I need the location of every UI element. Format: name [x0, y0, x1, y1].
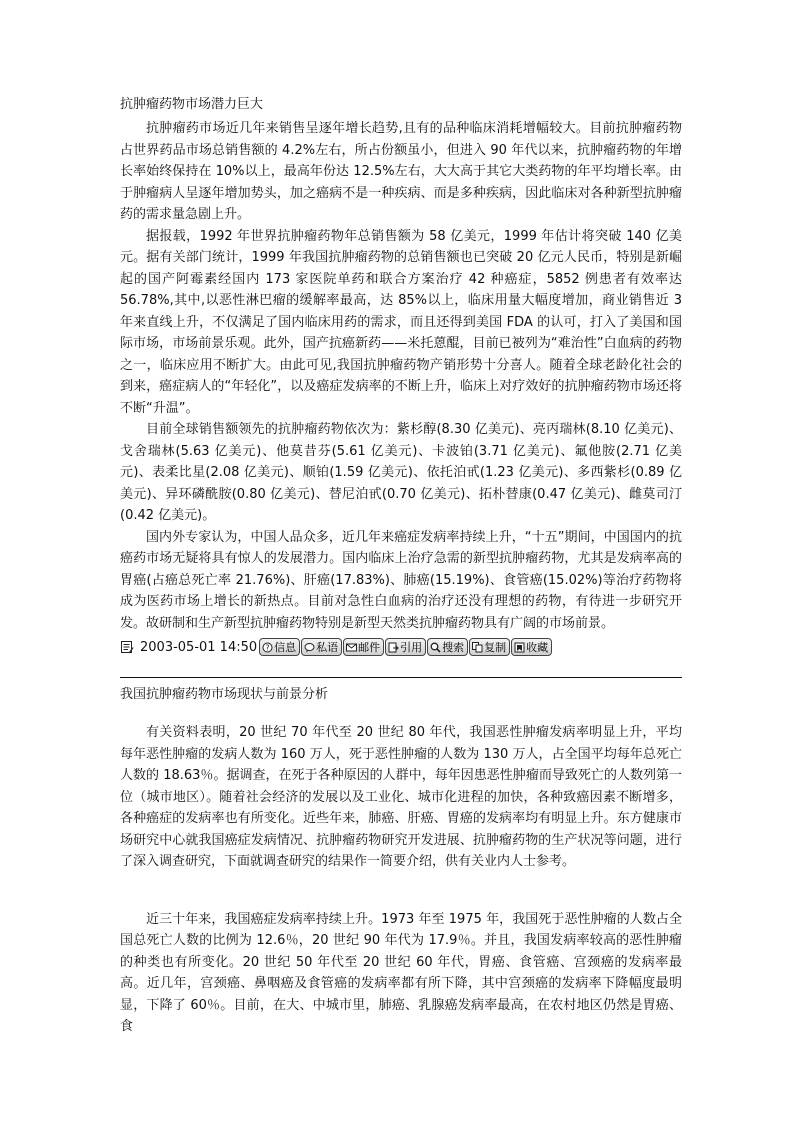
search-icon: [430, 642, 441, 653]
article1-paragraph-4: 国内外专家认为，中国人品众多，近几年来癌症发病率持续上升，“十五”期间，中国国内的抗癌药市场无疑将具有惊人的发展潜力。国内临床上治疗急需的新型抗肿瘤药物，尤其是发病率高的胃癌(占癌总死亡率 21.76%)、肝癌(17.83%)、肺癌(15.19%)、食管癌(15.02%)等治疗药物将成为医药市场上增长的新热点。目前对急性白血病的治疗还没有理想的药物，有待进一步研究开发。故研制和生产新型抗肿瘤药物特别是新型天然类抗肿瘤药物具有广阔的市场前景。: [120, 529, 682, 631]
document-icon: [120, 640, 134, 654]
email-button[interactable]: 邮件: [343, 638, 384, 656]
favorite-button[interactable]: 收藏: [511, 638, 552, 656]
post-timestamp: 2003-05-01 14:50: [140, 639, 258, 655]
search-button[interactable]: 搜索: [427, 638, 468, 656]
question-icon: [262, 642, 273, 653]
post-action-buttons: [259, 638, 553, 656]
article2-paragraph-1: 有关资料表明，20 世纪 70 年代至 20 世纪 80 年代，我国恶性肿瘤发病率明显上升，平均每年恶性肿瘤的发病人数为 160 万人，死于恶性肿瘤的人数为 130 万人，占全国平均每年总死亡人数的 18.63％。据调查，在死于各种原因的人群中，每年因患恶性肿瘤而导致死亡的人数列第一位（城市地区）。随着社会经济的发展以及工业化、城市化进程的加快，各种致癌因素不断增多，各种癌症的发病率也有所变化。近些年来，肺癌、肝癌、胃癌的发病率均有明显上升。东方健康市场研究中心就我国癌症发病情况、抗肿瘤药物研究开发进展、抗肿瘤药物的生产状况等问题，进行了深入调查研究，下面就调查研究的结果作一简要介绍，供有关业内人士参考。: [120, 725, 682, 869]
speech-icon: [304, 642, 315, 653]
article1-paragraph-2: 据报载，1992 年世界抗肿瘤药物年总销售额为 58 亿美元，1999 年估计将突破 140 亿美元。据有关部门统计，1999 年我国抗肿瘤药物的总销售额也已突破 20 亿元人民币，特别是新崛起的国产阿霉素经国内 173 家医院单药和联合方案治疗 42 种癌症，5852 例患者有效率达 56.78%,其中,以恶性淋巴瘤的缓解率最高，达 85%以上，临床用量大幅度增加，商业销售近 3 年来直线上升，不仅满足了国内临床用药的需求，而且还得到美国 FDA 的认可，打入了美国和国际市场，市场前景乐观。此外，国产抗癌新药——米托蒽醌，目前已被列为“难治性”白血病的药物之一，临床应用不断扩大。由此可见,我国抗肿瘤药物产销形势十分喜人。随着全球老龄化社会的到来，癌症病人的“年轻化”，以及癌症发病率的不断上升，临床上对疗效好的抗肿瘤药物市场还将不断“升温”。: [120, 228, 682, 416]
copy-icon: [472, 642, 483, 653]
document-page: [120, 92, 682, 1038]
post-meta-bar: [120, 636, 682, 658]
svg-text:?: ?: [265, 643, 270, 652]
quote-button[interactable]: 引用: [385, 638, 426, 656]
article2-title: 我国抗肿瘤药物市场现状与前景分析: [120, 687, 329, 702]
section-divider: [120, 677, 682, 678]
envelope-icon: [346, 642, 357, 653]
article2-paragraph-2: 近三十年来，我国癌症发病率持续上升。1973 年至 1975 年，我国死于恶性肿瘤的人数占全国总死亡人数的比例为 12.6％，20 世纪 90 年代为 17.9％。并且，我国发病率较高的恶性肿瘤的种类也有所变化。20 世纪 50 年代至 20 世纪 60 年代，胃癌、食管癌、宫颈癌的发病率最高。近几年，宫颈癌、鼻咽癌及食管癌的发病率都有所下降，其中宫颈癌的发病率下降幅度最明显，下降了 60％。目前，在大、中城市里，肺癌、乳腺癌发病率最高，在农村地区仍然是胃癌、食: [120, 911, 682, 1034]
info-button[interactable]: ? 信息: [259, 638, 300, 656]
bookmark-icon: [514, 642, 525, 653]
private-message-button[interactable]: 私语: [301, 638, 342, 656]
article1-paragraph-1: 抗肿瘤药市场近几年来销售呈逐年增长趋势,且有的品种临床消耗增幅较大。目前抗肿瘤药物占世界药品市场总销售额的 4.2%左右，所占份额虽小，但进入 90 年代以来，抗肿瘤药物的年增长率始终保持在 10%以上，最高年份达 12.5%左右，大大高于其它大类药物的年平均增长率。由于肿瘤病人呈逐年增加势头，加之癌病不是一种疾病、而是多种疾病，因此临床对各种新型抗肿瘤药的需求量急剧上升。: [120, 121, 682, 222]
article1-paragraph-3: 目前全球销售额领先的抗肿瘤药物依次为：紫杉醇(8.30 亿美元)、亮丙瑞林(8.10 亿美元)、戈舍瑞林(5.63 亿美元)、他莫昔芬(5.61 亿美元)、卡波铂(3.71 亿美元)、氟他胺(2.71 亿美元)、表柔比星(2.08 亿美元)、顺铂(1.59 亿美元)、依托泊甙(1.23 亿美元)、多西紫杉(0.89 亿美元)、异环磷酰胺(0.80 亿美元)、替尼泊甙(0.70 亿美元)、拓朴替康(0.47 亿美元)、雌莫司汀(0.42 亿美元)。: [120, 422, 682, 523]
article1-title: 抗肿瘤药物市场潜力巨大: [120, 97, 264, 112]
copy-button[interactable]: 复制: [469, 638, 510, 656]
quote-icon: [388, 642, 399, 653]
